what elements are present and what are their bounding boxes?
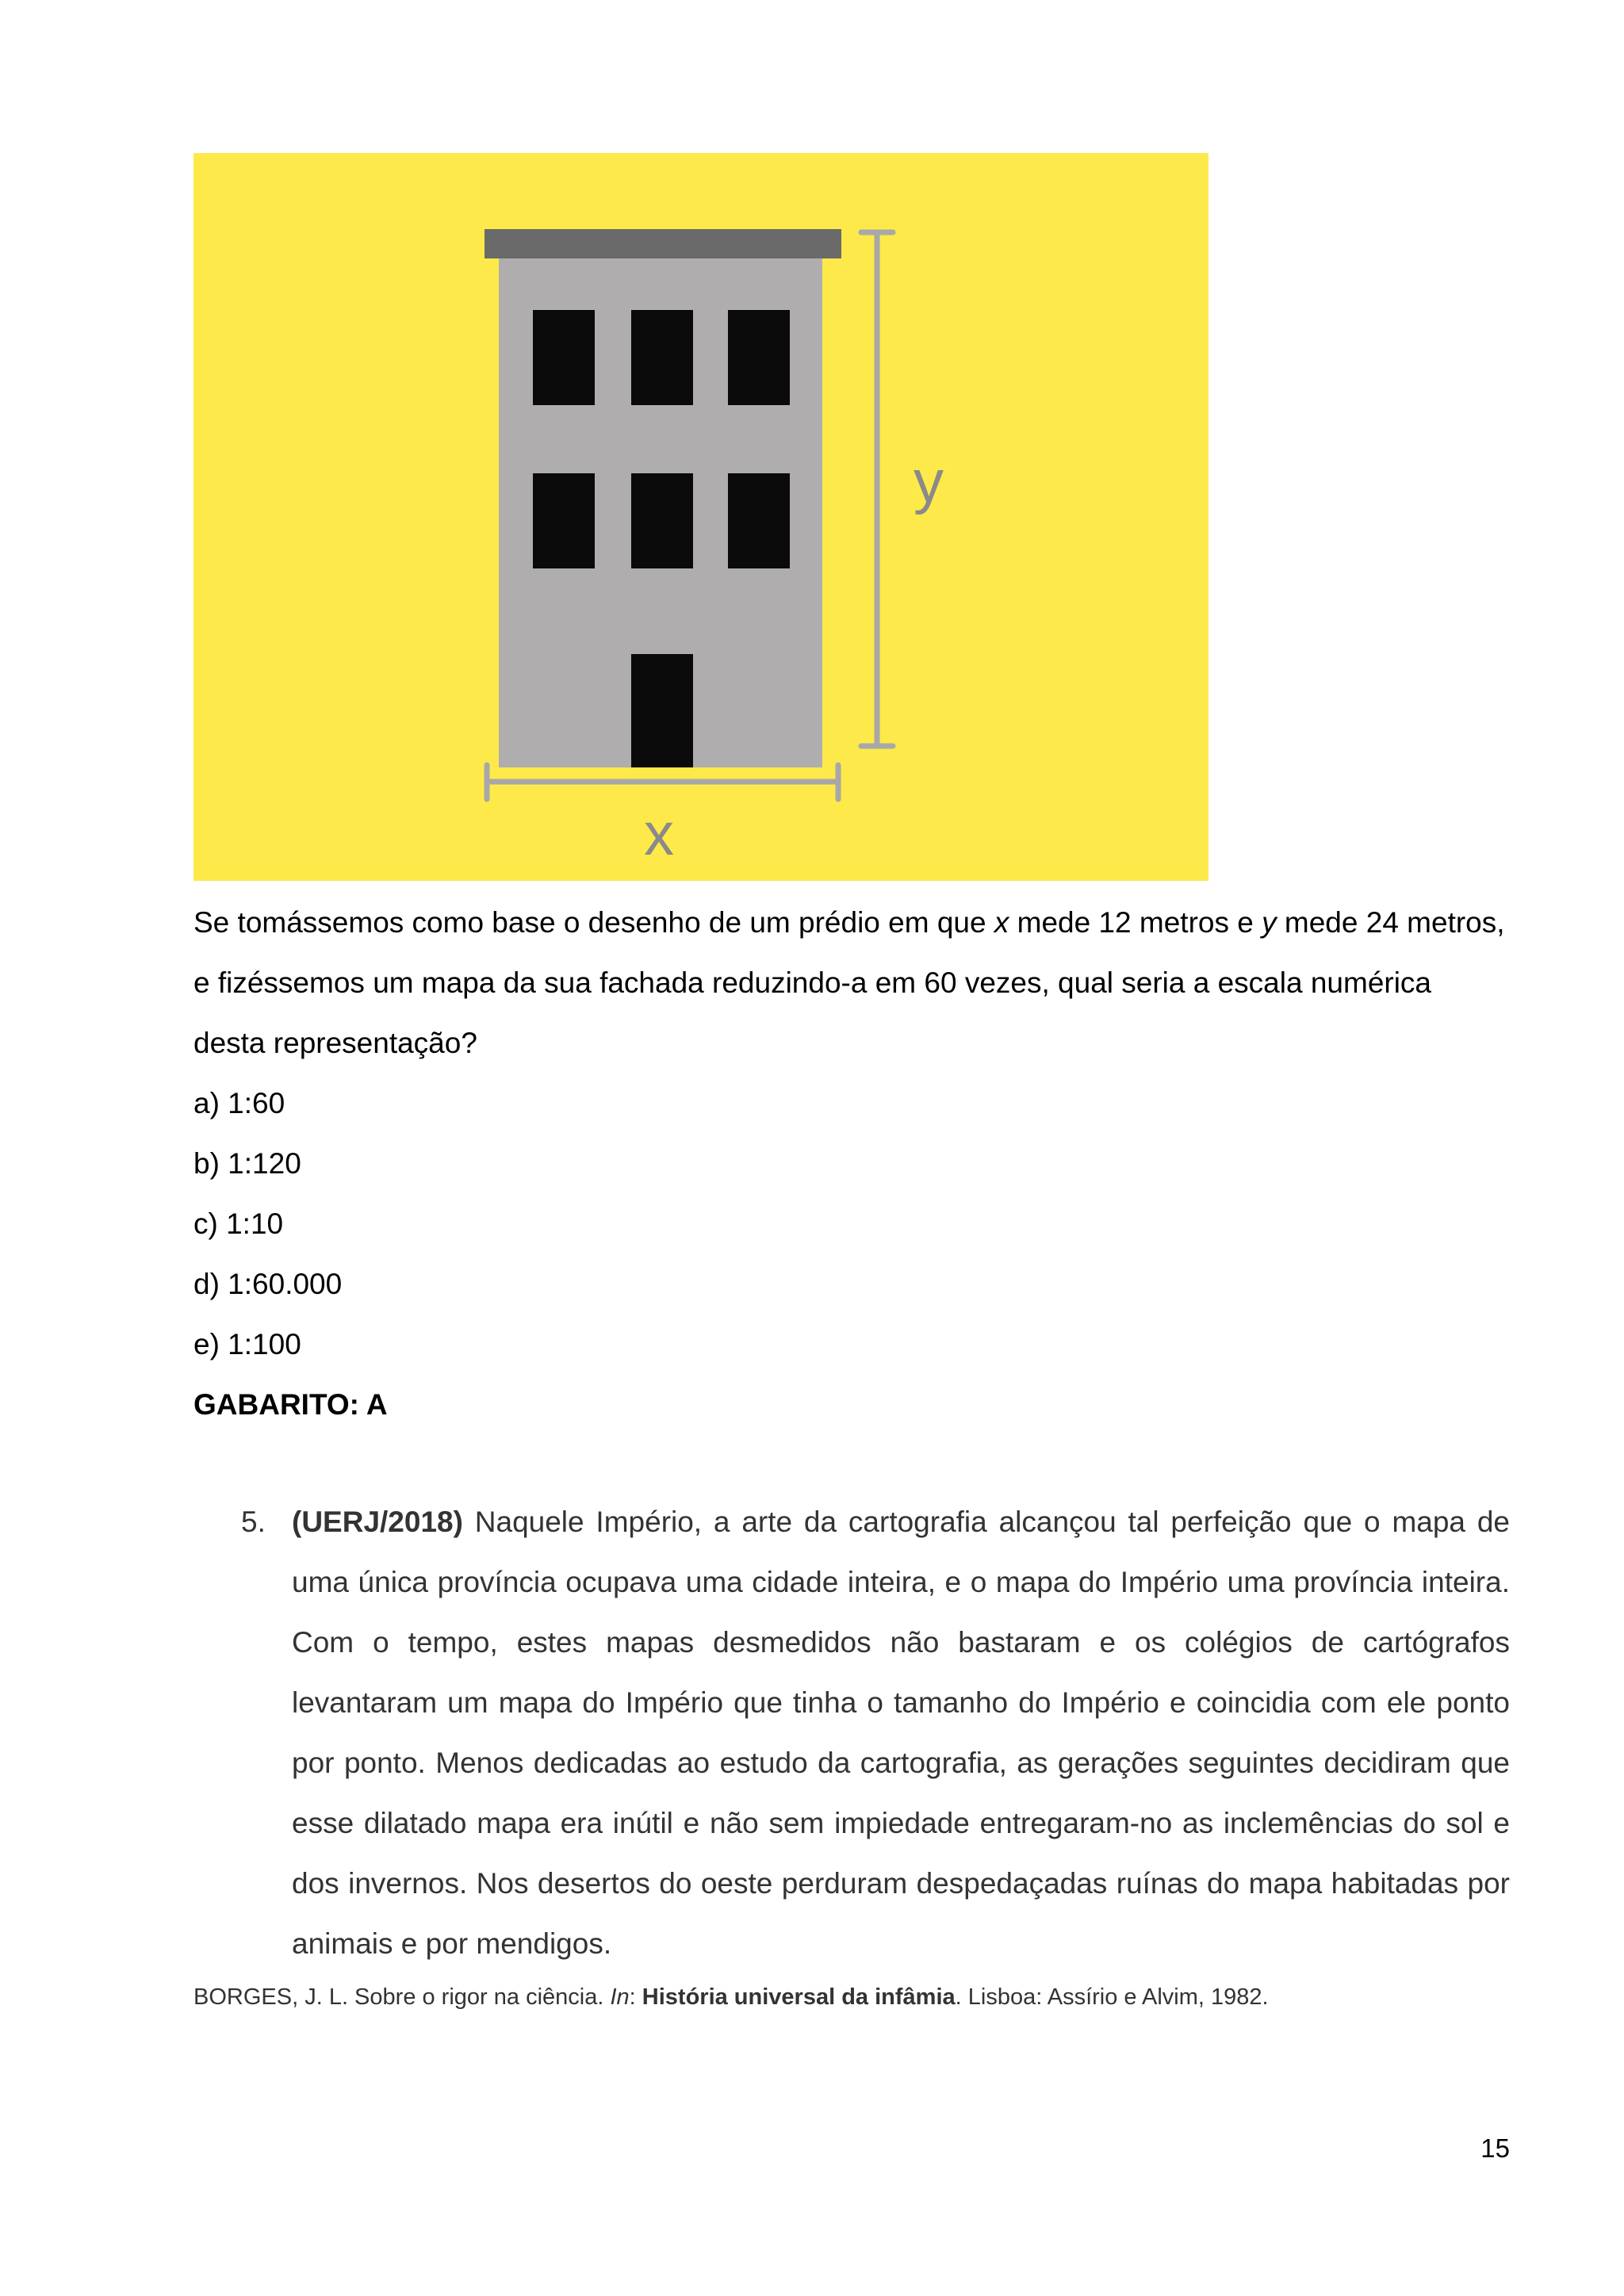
window — [533, 310, 595, 405]
question-5-body — [292, 1492, 1510, 1974]
page-number: 15 — [1480, 2133, 1510, 2163]
option-d: d) 1:60.000 — [193, 1268, 343, 1300]
window — [533, 473, 595, 568]
window — [728, 310, 790, 405]
question-5-number: 5. — [241, 1506, 266, 1538]
window — [728, 473, 790, 568]
label-x: x — [644, 801, 674, 868]
citation-in: In — [610, 1984, 630, 2010]
height-dimension — [861, 232, 893, 746]
label-y: y — [914, 448, 944, 515]
option-c: c) 1:10 — [193, 1207, 284, 1240]
option-e: e) 1:100 — [193, 1328, 301, 1360]
question-text-part: Se tomássemos como base o desenho de um prédio em que — [193, 906, 994, 939]
question-5 — [241, 1492, 1510, 1974]
building-roof — [485, 229, 841, 258]
citation-colon: : — [629, 1984, 642, 2010]
building-figure — [193, 153, 1208, 881]
question-5-text: Naquele Império, a arte da cartografia alcançou tal perfeição que o mapa de uma única província ocupava uma cidade inteira, e o mapa do Império uma província inteira. Com o tempo, estes mapas desmedidos não bastaram e os colégios de cartógrafos levantaram um mapa do Império que tinha o tamanho do Império e coincidia com ele ponto por ponto. Menos dedicadas ao estudo da cartografia, as gerações seguintes decidiram que esse dilatado mapa era inútil e não sem impiedade entregaram-no as inclemências do sol e dos invernos. Nos desertos do oeste perduram despedaçadas ruínas do mapa habitadas por animais e por mendigos. — [292, 1506, 1510, 1960]
question-5-source: (UERJ/2018) — [292, 1506, 463, 1538]
building-illustration — [193, 153, 1208, 881]
question-text-part: mede 12 metros e — [1009, 906, 1262, 939]
option-b: b) 1:120 — [193, 1147, 301, 1180]
variable-x: x — [994, 906, 1009, 939]
answer-options — [193, 1073, 342, 1375]
width-dimension — [487, 765, 838, 799]
citation — [193, 1978, 1269, 2016]
variable-y: y — [1262, 906, 1277, 939]
citation-book-title: História universal da infâmia — [642, 1984, 956, 2010]
answer-key: GABARITO: A — [193, 1388, 388, 1421]
option-a: a) 1:60 — [193, 1087, 285, 1119]
window — [631, 310, 693, 405]
citation-publisher: . Lisboa: Assírio e Alvim, 1982. — [955, 1984, 1269, 2010]
door — [631, 654, 693, 767]
question-text-part: mede 24 metros, e fizéssemos um mapa da sua fachada reduzindo-a em 60 vezes, qual seria a escala numérica desta representação? — [193, 906, 1505, 1059]
question-4-text — [193, 893, 1510, 1073]
window — [631, 473, 693, 568]
citation-author: BORGES, J. L. Sobre o rigor na ciência. — [193, 1984, 611, 2010]
